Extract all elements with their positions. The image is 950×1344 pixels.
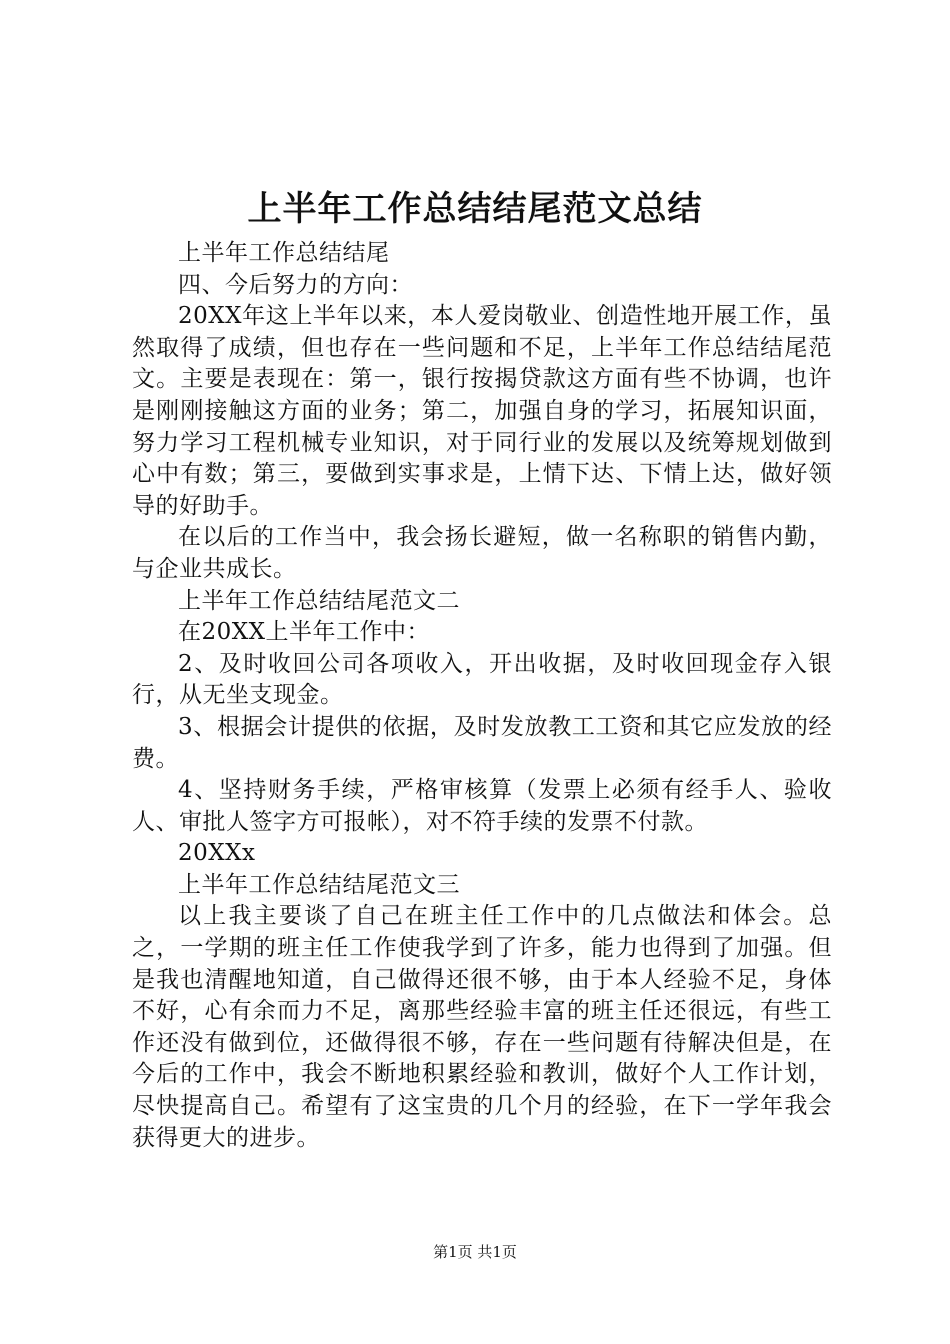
paragraph: 2、及时收回公司各项收入，开出收据，及时收回现金存入银行，从无坐支现金。: [132, 650, 832, 709]
paragraph: 在20XX上半年工作中：: [178, 619, 431, 646]
paragraph: 3、根据会计提供的依据，及时发放教工工资和其它应发放的经费。: [132, 713, 832, 772]
paragraph: 4、坚持财务手续，严格审核算（发票上必须有经手人、验收人、审批人签字方可报帐），对不符手续的发票不付款。: [132, 777, 832, 835]
page-footer: 第1页 共1页: [433, 1243, 517, 1261]
paragraph: 上半年工作总结结尾: [178, 240, 390, 266]
paragraph: 四、今后努力的方向：: [178, 271, 413, 298]
paragraph: 20XX年这上半年以来，本人爱岗敬业、创造性地开展工作，虽然取得了成绩，但也存在一些问题和不足，上半年工作总结结尾范文。主要是表现在：第一，银行按揭贷款这方面有些不协调，也许是刚刚接触这方面的业务；第二，加强自身的学习，拓展知识面，努力学习工程机械专业知识，对于同行业的发展以及统筹规划做到心中有数；第三，要做到实事求是，上情下达、下情上达，做好领导的好助手。: [132, 303, 832, 519]
paragraph: 在以后的工作当中，我会扬长避短，做一名称职的销售内勤，与企业共成长。: [132, 524, 832, 582]
paragraph: 上半年工作总结结尾范文二: [178, 587, 460, 614]
document-title: 上半年工作总结结尾范文总结: [247, 189, 703, 229]
paragraph: 上半年工作总结结尾范文三: [178, 871, 460, 898]
paragraph: 20XXx: [178, 840, 256, 867]
paragraph: 以上我主要谈了自己在班主任工作中的几点做法和体会。总之，一学期的班主任工作使我学到了许多，能力也得到了加强。但是我也清醒地知道，自己做得还很不够，由于本人经验不足，身体不好，心有余而力不足，离那些经验丰富的班主任还很远，有些工作还没有做到位，还做得很不够，存在一些问题有待解决但是，在今后的工作中，我会不断地积累经验和教训，做好个人工作计划，尽快提高自己。希望有了这宝贵的几个月的经验，在下一学年我会获得更大的进步。: [132, 903, 832, 1151]
document-body: [132, 238, 832, 1154]
